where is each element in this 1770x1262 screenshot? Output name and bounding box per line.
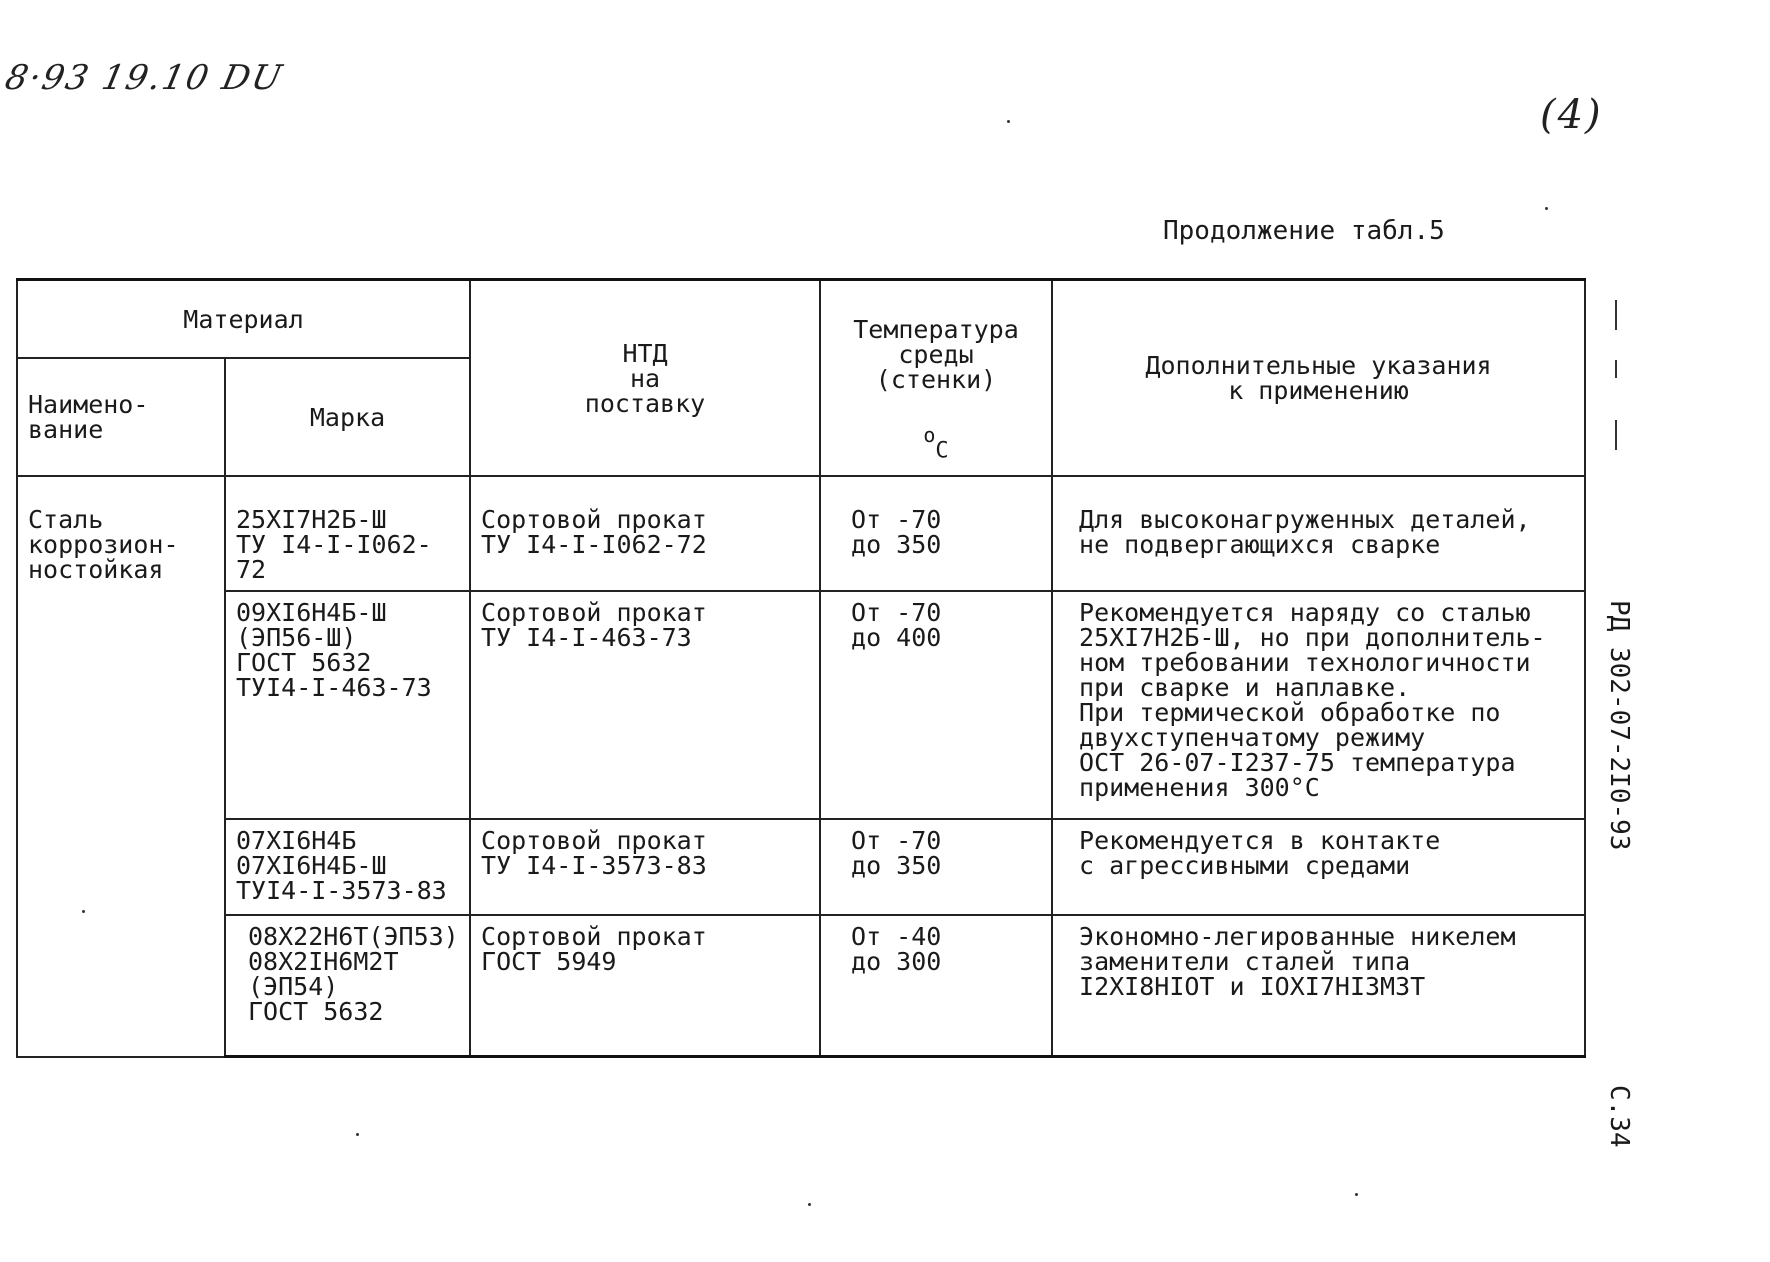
side-document-code: РД 302-07-2I0-93 [1604, 600, 1634, 851]
header-temperature [820, 280, 1052, 477]
margin-tick [1615, 420, 1617, 450]
speck [356, 1133, 359, 1136]
material-name: Сталь коррозион- ностойкая [17, 476, 225, 1057]
temperature-cell: От -70 до 350 [820, 476, 1052, 591]
table-row [17, 591, 1585, 819]
grade-cell: 09XI6H4Б-Ш (ЭП56-Ш) ГОСТ 5632 ТУI4-I-463-73 [225, 591, 470, 819]
ntd-cell: Сортовой прокат ТУ I4-I-3573-83 [470, 819, 820, 915]
header-temperature-label: Температура среды (стенки) [853, 315, 1019, 395]
header-grade: Марка [225, 358, 470, 476]
side-page-number: С.34 [1604, 1085, 1634, 1148]
notes-cell: Экономно-легированные никелем заменители сталей типа I2XI8HIOT и IOXI7HI3M3T [1052, 915, 1585, 1057]
handwritten-page-number: (4) [1540, 92, 1603, 138]
speck [1007, 120, 1010, 123]
speck [1545, 207, 1548, 210]
temperature-unit [923, 423, 948, 463]
grade-cell: 07XI6H4Б 07XI6H4Б-Ш ТУI4-I-3573-83 [225, 819, 470, 915]
grade-cell: 08X22H6T(ЭП53) 08X2IH6M2T (ЭП54) ГОСТ 5632 [225, 915, 470, 1057]
margin-tick [1615, 360, 1617, 378]
speck [1355, 1193, 1358, 1196]
handwritten-note: 8·93 19.10 DU [1, 58, 287, 98]
ntd-cell: Сортовой прокат ТУ I4-I-463-73 [470, 591, 820, 819]
celsius-sign: C [935, 438, 949, 464]
temperature-cell: От -70 до 400 [820, 591, 1052, 819]
table-row [17, 915, 1585, 1057]
temperature-cell: От -40 до 300 [820, 915, 1052, 1057]
ntd-cell: Сортовой прокат ГОСТ 5949 [470, 915, 820, 1057]
notes-cell: Рекомендуется в контакте с агрессивными средами [1052, 819, 1585, 915]
table-row [17, 819, 1585, 915]
degree-sign: o [923, 423, 936, 448]
table-row [17, 476, 1585, 591]
materials-table [16, 278, 1586, 1058]
speck [808, 1203, 811, 1206]
header-material: Материал [17, 280, 470, 359]
grade-cell: 25XI7H2Б-Ш ТУ I4-I-I062-72 [225, 476, 470, 591]
notes-cell: Для высоконагруженных деталей, не подвергающихся сварке [1052, 476, 1585, 591]
header-ntd: НТД на поставку [470, 280, 820, 477]
header-notes: Дополнительные указания к применению [1052, 280, 1585, 477]
ntd-cell: Сортовой прокат ТУ I4-I-I062-72 [470, 476, 820, 591]
continuation-label: Продолжение табл.5 [1163, 216, 1445, 246]
temperature-cell: От -70 до 350 [820, 819, 1052, 915]
header-name: Наимено- вание [17, 358, 225, 476]
notes-cell: Рекомендуется наряду со сталью 25XI7H2Б-Ш, но при дополнитель- ном требовании технологичности при сварке и наплавке. При термической обработке по двухступенчатому режиму ОСТ 26-07-I237-75 температура применения 300°С [1052, 591, 1585, 819]
margin-tick [1615, 300, 1617, 330]
